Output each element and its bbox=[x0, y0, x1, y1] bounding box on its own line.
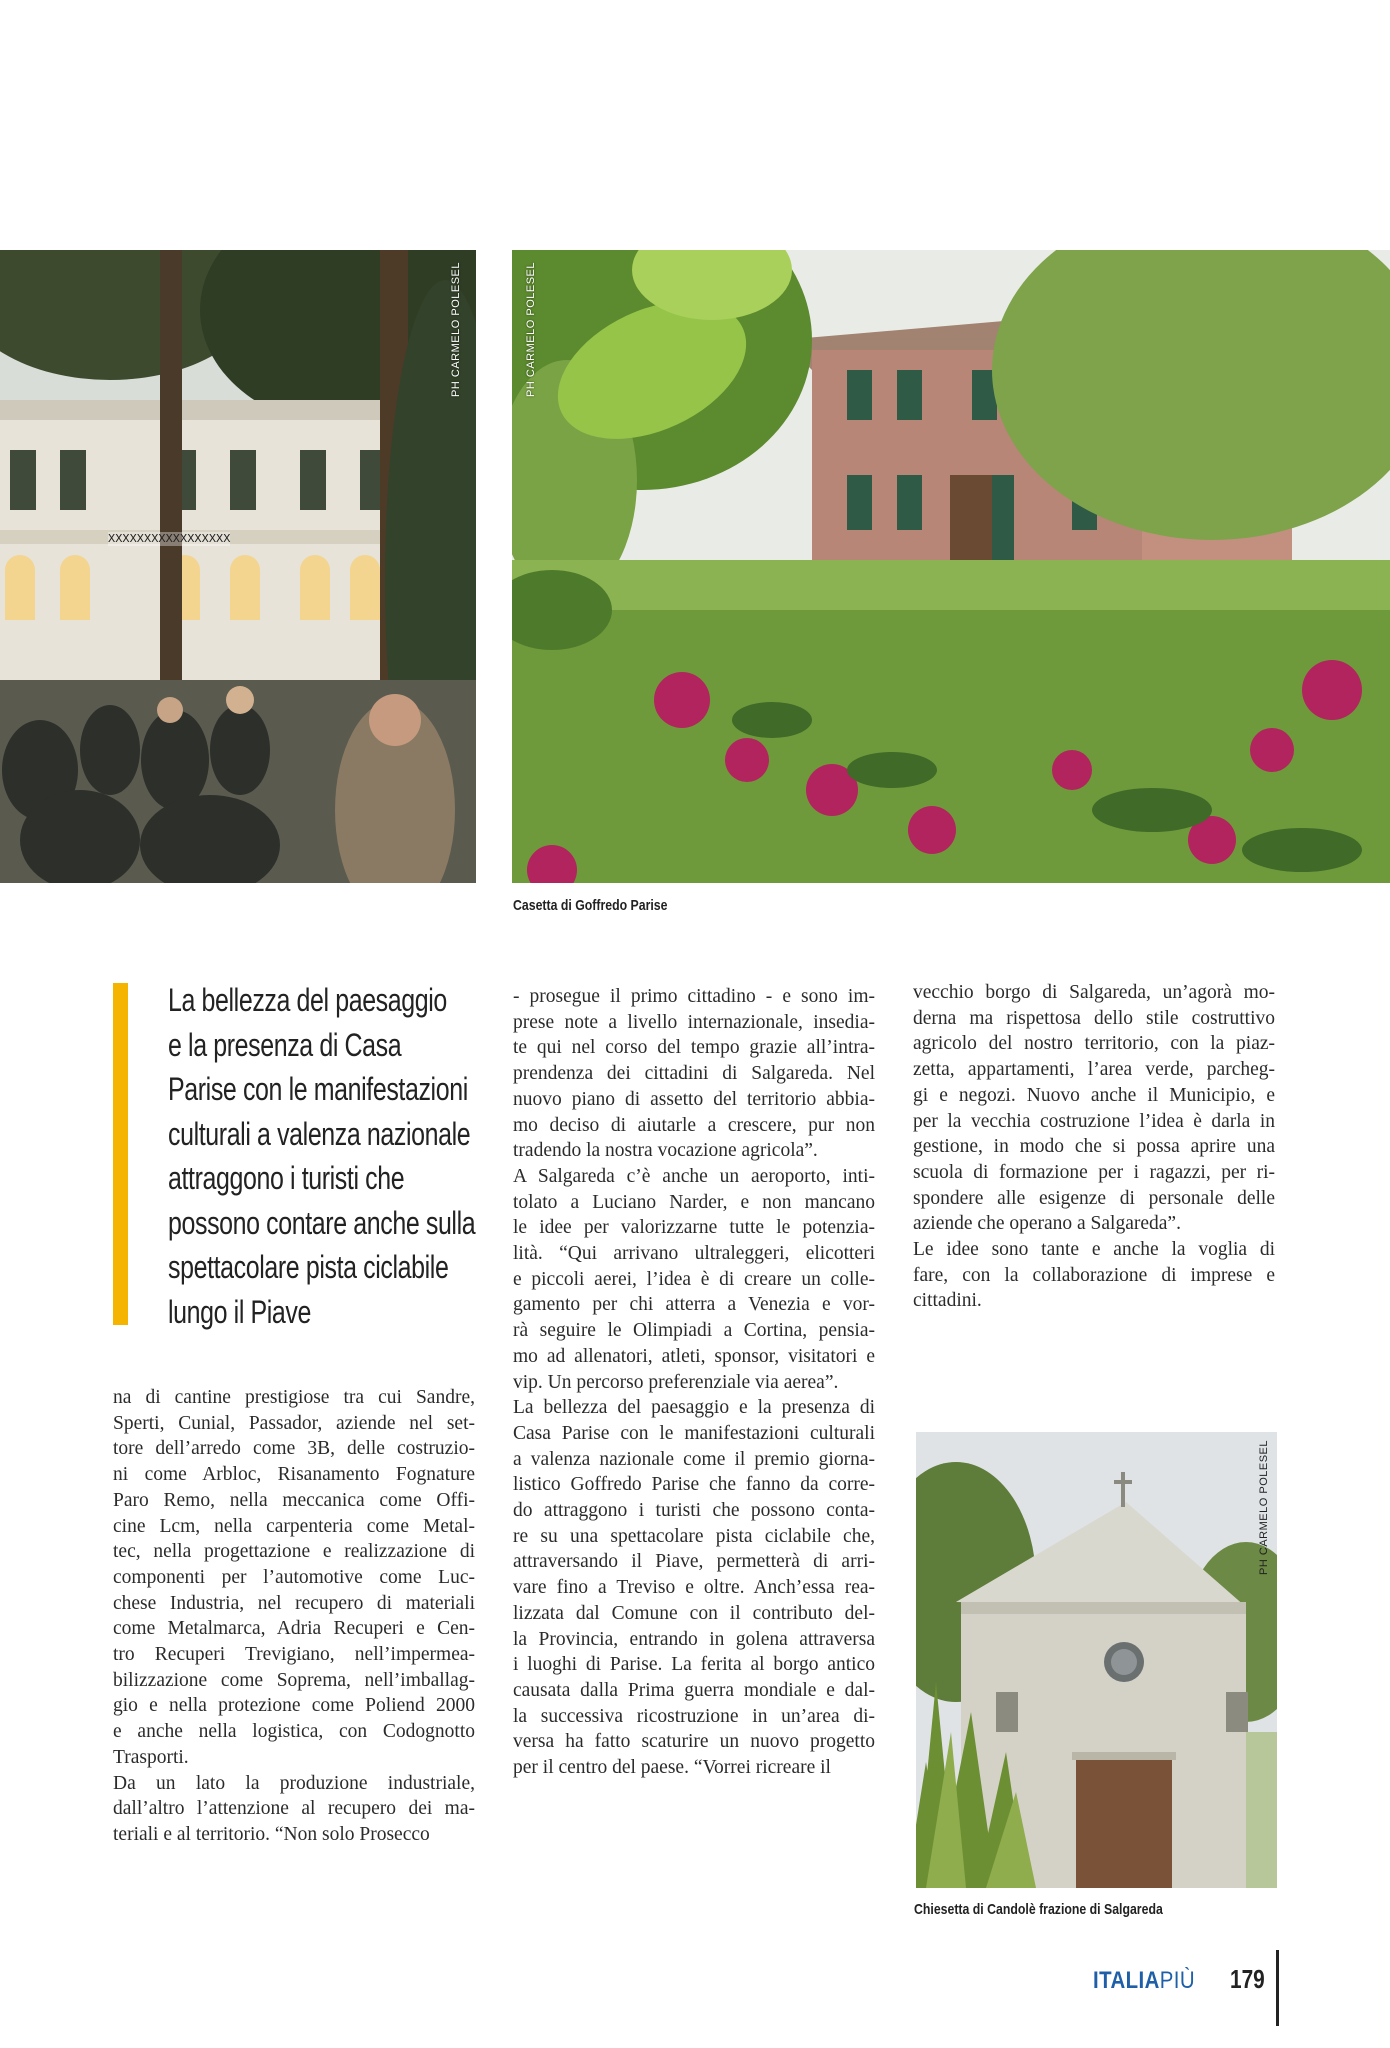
body-text-line: Le idee sono tante e anche la voglia di bbox=[913, 1239, 1275, 1261]
pullquote-line: e la presenza di Casa bbox=[168, 1026, 402, 1063]
body-text-line: le idee per valorizzarne tutte le potenzia- bbox=[513, 1217, 875, 1239]
body-text-line: fare, con la collaborazione di imprese e bbox=[913, 1264, 1275, 1286]
body-text-line: dall’altro l’attenzione al recupero dei ma- bbox=[113, 1798, 475, 1820]
brand-piu: PIÙ bbox=[1159, 1967, 1196, 1994]
body-text-line: mo ad allenatori, atleti, sponsor, visitatori e bbox=[513, 1345, 875, 1367]
body-text-line: Casa Parise con le manifestazioni culturali bbox=[513, 1422, 875, 1444]
pullquote-line: culturali a valenza nazionale bbox=[168, 1115, 471, 1152]
body-text-line: per la vecchia costruzione l’idea è darla in bbox=[913, 1110, 1275, 1132]
pullquote-line: Parise con le manifestazioni bbox=[168, 1071, 468, 1107]
body-text-line: gio e nella protezione come Poliend 2000 bbox=[113, 1695, 475, 1717]
body-text-line: A Salgareda c’è anche un aeroporto, inti- bbox=[513, 1165, 875, 1187]
villa-photo-credit: PH CARMELO POLESEL bbox=[450, 262, 462, 397]
body-text-line: tore dell’arredo come 3B, delle costruzio- bbox=[113, 1438, 475, 1460]
body-text-line: vare fino a Treviso e oltre. Anch’essa rea- bbox=[513, 1577, 875, 1599]
body-text-line: tec, nella progettazione e realizzazione di bbox=[113, 1541, 475, 1563]
body-text-line: te qui nel corso del tempo grazie all’intra- bbox=[513, 1037, 875, 1059]
body-text-line: Trasporti. bbox=[113, 1746, 189, 1768]
casetta-photo bbox=[512, 250, 1390, 883]
chiesetta-illustration bbox=[916, 1432, 1277, 1888]
body-text-line: La bellezza del paesaggio e la presenza di bbox=[513, 1397, 875, 1419]
body-text-line: lizzata dal Comune con il contributo del- bbox=[513, 1602, 875, 1624]
body-column-middle bbox=[513, 984, 875, 1781]
body-text-line: prendenza dei cittadini di Salgareda. Nel bbox=[513, 1063, 875, 1085]
casetta-caption: Casetta di Goffredo Parise bbox=[513, 897, 668, 914]
body-text-line: come Metalmarca, Adria Recuperi e Cen- bbox=[113, 1618, 475, 1640]
chiesetta-caption: Chiesetta di Candolè frazione di Salgareda bbox=[914, 1901, 1163, 1918]
magazine-brand bbox=[1093, 1967, 1195, 1995]
body-text-line: componenti per l’automotive come Luc- bbox=[113, 1566, 475, 1588]
body-text-line: e piccoli aerei, l’idea è di creare un colle- bbox=[513, 1268, 875, 1290]
body-text-line: gestione, in modo che si possa aprire una bbox=[913, 1136, 1275, 1158]
body-text-line: chese Industria, nel recupero di materiali bbox=[113, 1592, 475, 1614]
body-column-left bbox=[113, 1385, 475, 1848]
body-text-line: tolato a Luciano Narder, e non mancano bbox=[513, 1191, 875, 1213]
body-text-line: vip. Un percorso preferenziale via aerea”. bbox=[513, 1371, 839, 1393]
body-text-line: ni come Arbloc, Risanamento Fognature bbox=[113, 1464, 475, 1486]
body-text-line: i luoghi di Parise. La ferita al borgo antico bbox=[513, 1654, 875, 1676]
body-text-line: la Provincia, entrando in golena attraversa bbox=[513, 1628, 875, 1650]
villa-overlay-placeholder: XXXXXXXXXXXXXXXXX bbox=[108, 532, 231, 546]
body-column-right bbox=[913, 980, 1275, 1314]
body-text-line: nuovo piano di assetto del territorio abbia- bbox=[513, 1088, 875, 1110]
casetta-photo-credit: PH CARMELO POLESEL bbox=[525, 262, 537, 397]
pullquote-line: spettacolare pista ciclabile bbox=[168, 1249, 449, 1285]
body-text-line: zetta, appartamenti, l’area verde, parcheg- bbox=[913, 1059, 1275, 1081]
body-text-line: la successiva ricostruzione in un’area di- bbox=[513, 1705, 875, 1727]
pullquote-accent-bar bbox=[113, 983, 128, 1325]
casetta-illustration bbox=[512, 250, 1390, 883]
body-text-line: tro Recuperi Trevigiano, nell’impermea- bbox=[113, 1644, 475, 1666]
chiesetta-photo bbox=[916, 1432, 1277, 1888]
brand-italia: ITALIA bbox=[1093, 1967, 1160, 1994]
body-text-line: listico Goffredo Parise che fanno da corre- bbox=[513, 1474, 875, 1496]
footer-divider bbox=[1276, 1950, 1279, 2026]
body-text-line: spondere alle esigenze di personale delle bbox=[913, 1187, 1275, 1209]
body-text-line: do attraggono i turisti che possono conta- bbox=[513, 1500, 875, 1522]
villa-illustration bbox=[0, 250, 476, 883]
body-text-line: Paro Remo, nella meccanica come Offi- bbox=[113, 1489, 475, 1511]
pullquote-line: lungo il Piave bbox=[168, 1293, 312, 1330]
body-text-line: scuola di formazione per i ragazzi, per ri- bbox=[913, 1161, 1275, 1183]
body-text-line: prese note a livello internazionale, insedia- bbox=[513, 1011, 875, 1033]
page-number: 179 bbox=[1230, 1964, 1265, 1994]
body-text-line: attraversando il Piave, permetterà di arri- bbox=[513, 1551, 875, 1573]
body-text-line: vecchio borgo di Salgareda, un’agorà mo- bbox=[913, 982, 1275, 1003]
body-text-line: gamento per chi atterra a Venezia e vor- bbox=[513, 1294, 875, 1316]
body-text-line: - prosegue il primo cittadino - e sono im- bbox=[513, 986, 875, 1007]
pullquote-line: La bellezza del paesaggio bbox=[168, 982, 447, 1018]
body-text-line: a valenza nazionale come il premio giorna- bbox=[513, 1448, 875, 1470]
body-text-line: na di cantine prestigiose tra cui Sandre, bbox=[113, 1387, 475, 1408]
villa-photo bbox=[0, 250, 476, 883]
body-text-line: versa ha fatto scaturire un nuovo progetto bbox=[513, 1731, 875, 1753]
body-text-line: Sperti, Cunial, Passador, aziende nel set- bbox=[113, 1412, 475, 1434]
body-text-line: bilizzazione come Soprema, nell’imballag- bbox=[113, 1669, 475, 1691]
body-text-line: tradendo la nostra vocazione agricola”. bbox=[513, 1140, 818, 1162]
body-text-line: Da un lato la produzione industriale, bbox=[113, 1772, 475, 1794]
body-text-line: teriali e al territorio. “Non solo Prosecco bbox=[113, 1823, 430, 1845]
chiesetta-photo-credit: PH CARMELO POLESEL bbox=[1258, 1440, 1270, 1575]
body-text-line: aziende che operano a Salgareda”. bbox=[913, 1213, 1181, 1235]
pullquote-line: possono contare anche sulla bbox=[168, 1204, 476, 1241]
body-text-line: re su una spettacolare pista ciclabile che, bbox=[513, 1525, 875, 1547]
body-text-line: causata dalla Prima guerra mondiale e dal- bbox=[513, 1679, 875, 1701]
body-text-line: derna ma rispettosa dello stile costruttivo bbox=[913, 1007, 1275, 1029]
body-text-line: e anche nella logistica, con Codognotto bbox=[113, 1721, 475, 1743]
body-text-line: gi e negozi. Nuovo anche il Municipio, e bbox=[913, 1084, 1275, 1106]
pullquote bbox=[168, 978, 568, 1334]
body-text-line: per il centro del paese. “Vorrei ricreare il bbox=[513, 1757, 831, 1779]
body-text-line: rà seguire le Olimpiadi a Cortina, pensia- bbox=[513, 1320, 875, 1342]
pullquote-line: attraggono i turisti che bbox=[168, 1160, 405, 1196]
body-text-line: cine Lcm, nella carpenteria come Metal- bbox=[113, 1515, 475, 1537]
body-text-line: agricolo del nostro territorio, con la piaz- bbox=[913, 1033, 1275, 1055]
body-text-line: mo deciso di aiutarle a crescere, pur non bbox=[513, 1114, 875, 1136]
body-text-line: lità. “Qui arrivano ultraleggeri, elicotteri bbox=[513, 1243, 875, 1265]
body-text-line: cittadini. bbox=[913, 1290, 982, 1312]
